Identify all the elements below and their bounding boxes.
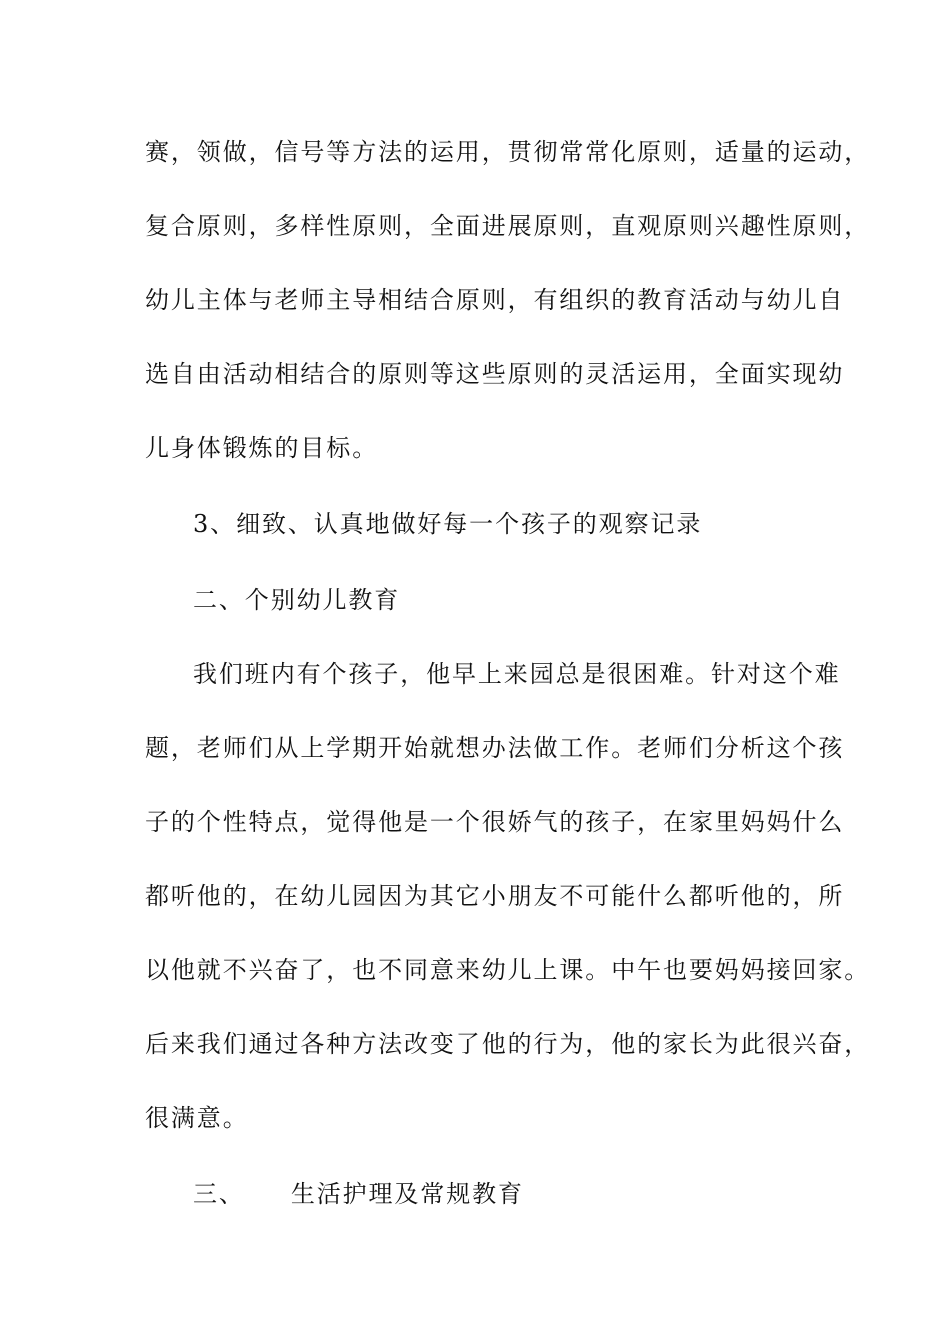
paragraph-line: 幼儿主体与老师主导相结合原则，有组织的教育活动与幼儿自 (145, 286, 845, 314)
paragraph-line: 我们班内有个孩子，他早上来园总是很困难。针对这个难 (193, 660, 841, 688)
section-heading (193, 1174, 873, 1214)
paragraph-line: 题，老师们从上学期开始就想办法做工作。老师们分析这个孩 (145, 734, 845, 762)
paragraph-line: 很满意。 (145, 1104, 249, 1132)
section-number: 三、 (193, 1180, 245, 1208)
paragraph-line: 选自由活动相结合的原则等这些原则的灵活运用，全面实现幼 (145, 360, 845, 388)
section-title: 生活护理及常规教育 (290, 1180, 524, 1208)
paragraph-line: 复合原则，多样性原则，全面进展原则，直观原则兴趣性原则， (145, 212, 871, 240)
paragraph-line: 以他就不兴奋了，也不同意来幼儿上课。中午也要妈妈接回家。 (145, 956, 871, 984)
subsection-heading: 3、细致、认真地做好每一个孩子的观察记录 (193, 510, 703, 538)
paragraph-line: 子的个性特点，觉得他是一个很娇气的孩子，在家里妈妈什么 (145, 808, 845, 836)
section-heading: 二、个别幼儿教育 (193, 586, 401, 614)
paragraph-line: 后来我们通过各种方法改变了他的行为，他的家长为此很兴奋， (145, 1030, 871, 1058)
paragraph-line: 赛，领做，信号等方法的运用，贯彻常常化原则，适量的运动， (145, 138, 871, 166)
paragraph-line: 儿身体锻炼的目标。 (145, 434, 379, 462)
paragraph-line: 都听他的，在幼儿园因为其它小朋友不可能什么都听他的，所 (145, 882, 845, 910)
